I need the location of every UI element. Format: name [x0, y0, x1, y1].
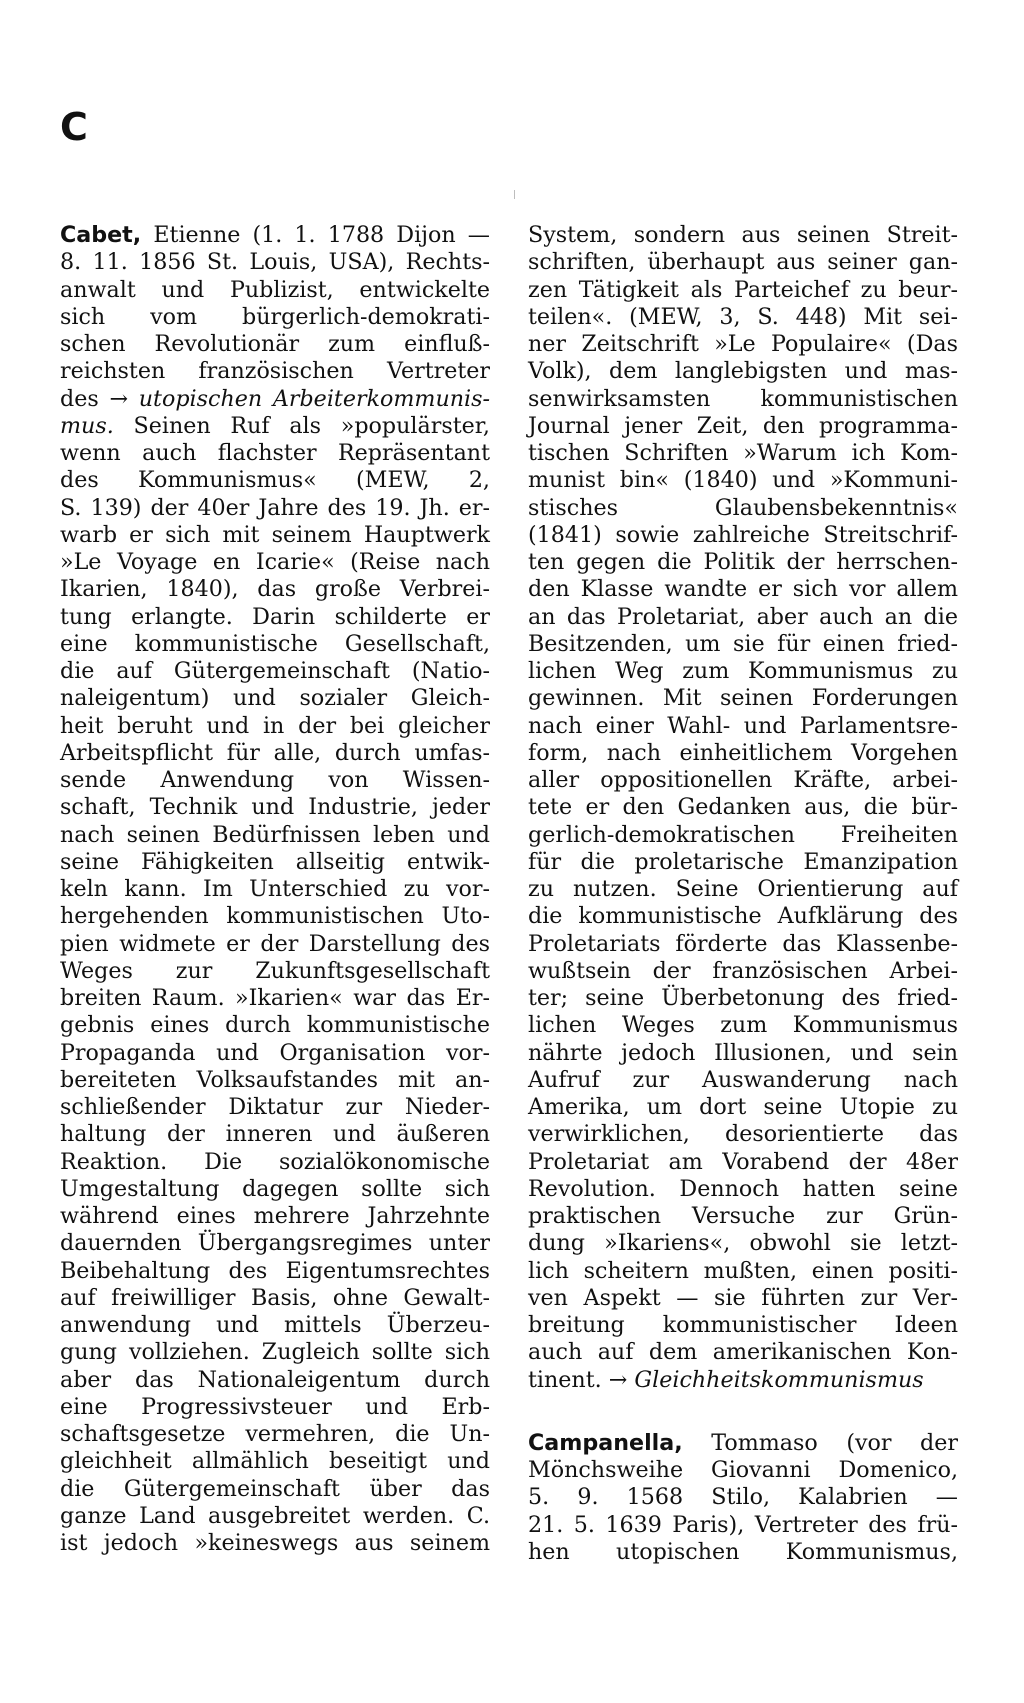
entry-text: Etienne (1. 1. 1788 Dijon — [153, 222, 490, 248]
text-line: nach seinen Bedürfnissen leben und [60, 821, 490, 848]
text-line: ten gegen die Politik der herrschen- [528, 549, 958, 575]
text-line: teilen«. (MEW, 3, S. 448) Mit sei- [528, 303, 958, 330]
text-line: gerlich-demokratischen Freiheiten [528, 821, 958, 848]
text-line: gung vollziehen. Zugleich sollte sich [60, 1339, 490, 1366]
text-line: Beibehaltung des Eigentumsrechtes [60, 1257, 490, 1284]
text-line: auch auf dem amerikanischen Kon- [528, 1339, 958, 1366]
text-line: ven Aspekt — sie führten zur Ver- [528, 1284, 958, 1311]
text-line: pien widmete er der Darstellung des [60, 930, 490, 957]
line-prefix: tinent. [528, 1366, 602, 1393]
text-line: senwirksamsten kommunistischen [528, 385, 958, 412]
text-line: ter; seine Überbetonung des fried- [528, 985, 958, 1011]
text-line: Revolution. Dennoch hatten seine [528, 1175, 958, 1202]
text-line: die kommunistische Aufklärung des [528, 903, 958, 930]
text-line: tung erlangte. Darin schilderte er [60, 603, 490, 630]
text-line: »Le Voyage en Icarie« (Reise nach [60, 549, 490, 575]
text-line: lich scheitern mußten, einen positi- [528, 1257, 958, 1284]
text-line: naleigentum) und sozialer Gleich- [60, 685, 490, 712]
entry-separator [528, 1394, 958, 1430]
text-line: an das Proletariat, aber auch an die [528, 603, 958, 630]
text-line: aller oppositionellen Kräfte, arbei- [528, 767, 958, 793]
text-line: schriften, überhaupt aus seiner gan- [528, 249, 958, 276]
text-line: tete er den Gedanken aus, die bür- [528, 794, 958, 821]
text-line: anwendung und mittels Überzeu- [60, 1312, 490, 1338]
text-line: Proletariats förderte das Klassenbe- [528, 930, 958, 957]
text-line: verwirklichen, desorientierte das [528, 1121, 958, 1148]
text-line: Besitzenden, um sie für einen fried- [528, 630, 958, 657]
text-line: (1841) sowie zahlreiche Streitschrif- [528, 521, 958, 548]
text-line: hen utopischen Kommunismus, [528, 1538, 958, 1565]
text-line: eine kommunistische Gesellschaft, [60, 630, 490, 657]
text-line: Ikarien, 1840), das große Verbrei- [60, 576, 490, 603]
text-line: wenn auch flachster Repräsentant [60, 440, 490, 466]
text-line: wußtsein der französischen Arbei- [528, 957, 958, 984]
text-line: form, nach einheitlichem Vorgehen [528, 739, 958, 766]
text-line: munist bin« (1840) und »Kommuni- [528, 467, 958, 494]
text-line: lichen Weg zum Kommunismus zu [528, 658, 958, 684]
text-line: System, sondern aus seinen Streit- [528, 222, 958, 248]
text-line: Aufruf zur Auswanderung nach [528, 1066, 958, 1093]
text-line: bereiteten Volksaufstandes mit an- [60, 1066, 490, 1093]
right-column [528, 222, 958, 1566]
text-line: sende Anwendung von Wissen- [60, 767, 490, 793]
text-line: für die proletarische Emanzipation [528, 848, 958, 875]
text-line: schaftsgesetze vermehren, die Un- [60, 1421, 490, 1447]
text-line: schen Revolutionär zum einfluß- [60, 331, 490, 357]
entry-headword: Campanella, [528, 1429, 683, 1456]
text-line: hergehenden kommunistischen Uto- [60, 903, 490, 930]
text-line: Weges zur Zukunftsgesellschaft [60, 957, 490, 984]
text-line: auf freiwilliger Basis, ohne Gewalt- [60, 1284, 490, 1311]
text-line: Mönchsweihe Giovanni Domenico, [528, 1457, 958, 1483]
text-line: reichsten französischen Vertreter [60, 358, 490, 385]
text-line: Propaganda und Organisation vor- [60, 1039, 490, 1066]
text-line: Volk), dem langlebigsten und mas- [528, 358, 958, 385]
entry-text: Seinen Ruf als »populärster, [133, 412, 490, 439]
text-line: schließender Diktatur zur Nieder- [60, 1094, 490, 1120]
text-line: S. 139) der 40er Jahre des 19. Jh. er- [60, 494, 490, 521]
text-line: zu nutzen. Seine Orientierung auf [528, 876, 958, 902]
cross-reference-arrow-icon: → [109, 385, 129, 412]
text-line: keln kann. Im Unterschied zu vor- [60, 876, 490, 902]
text-line: während eines mehrere Jahrzehnte [60, 1203, 490, 1229]
text-line: die auf Gütergemeinschaft (Natio- [60, 658, 490, 684]
cross-reference-arrow-icon: → [608, 1366, 628, 1393]
text-line: haltung der inneren und äußeren [60, 1121, 490, 1148]
text-line: gleichheit allmählich beseitigt und [60, 1448, 490, 1475]
text-line: praktischen Versuche zur Grün- [528, 1203, 958, 1229]
text-line: sich vom bürgerlich-demokrati- [60, 303, 490, 330]
text-line: dauernden Übergangsregimes unter [60, 1230, 490, 1257]
text-line: nach einer Wahl- und Parlamentsre- [528, 712, 958, 739]
text-line: die Gütergemeinschaft über das [60, 1475, 490, 1502]
entry-text: Tommaso (vor der [711, 1429, 958, 1456]
text-line: warb er sich mit seinem Hauptwerk [60, 521, 490, 548]
text-line [528, 1430, 958, 1457]
text-line: seine Fähigkeiten allseitig entwik- [60, 848, 490, 875]
text-line: Arbeitspflicht für alle, durch umfas- [60, 739, 490, 766]
text-line: dung »Ikariens«, obwohl sie letzt- [528, 1230, 958, 1257]
text-line: 21. 5. 1639 Paris), Vertreter des frü- [528, 1511, 958, 1538]
text-line [60, 413, 490, 440]
text-line: breitung kommunistischer Ideen [528, 1312, 958, 1338]
text-line [528, 1367, 958, 1394]
text-line: lichen Weges zum Kommunismus [528, 1012, 958, 1039]
text-line: den Klasse wandte er sich vor allem [528, 576, 958, 603]
cross-reference: utopischen Arbeiterkommunis- [138, 385, 491, 412]
text-line: Proletariat am Vorabend der 48er [528, 1148, 958, 1175]
text-line: 8. 11. 1856 St. Louis, USA), Rechts- [60, 249, 490, 276]
cross-reference: mus. [60, 412, 114, 439]
text-line: Amerika, um dort seine Utopie zu [528, 1094, 958, 1120]
left-column [60, 222, 490, 1557]
text-line: ganze Land ausgebreitet werden. C. [60, 1502, 490, 1529]
text-line: schaft, Technik und Industrie, jeder [60, 794, 490, 821]
line-prefix: des [60, 385, 99, 412]
entry-headword: Cabet, [60, 222, 142, 248]
text-line: ner Zeitschrift »Le Populaire« (Das [528, 331, 958, 357]
text-line [60, 222, 490, 249]
cross-reference: Gleichheitskommunismus [634, 1366, 924, 1393]
text-line: eine Progressivsteuer und Erb- [60, 1393, 490, 1420]
text-line: gebnis eines durch kommunistische [60, 1012, 490, 1039]
text-line: breiten Raum. »Ikarien« war das Er- [60, 985, 490, 1011]
text-line: Umgestaltung dagegen sollte sich [60, 1175, 490, 1202]
text-line: aber das Nationaleigentum durch [60, 1366, 490, 1393]
text-line: heit beruht und in der bei gleicher [60, 712, 490, 739]
text-line: 5. 9. 1568 Stilo, Kalabrien — [528, 1484, 958, 1511]
text-line [60, 386, 490, 413]
text-line: Journal jener Zeit, den programma- [528, 412, 958, 439]
section-letter: C [60, 105, 88, 149]
gutter-mark [514, 190, 515, 199]
text-line: ist jedoch »keineswegs aus seinem [60, 1530, 490, 1556]
text-line: anwalt und Publizist, entwickelte [60, 276, 490, 303]
text-line: tischen Schriften »Warum ich Kom- [528, 440, 958, 466]
text-line: des Kommunismus« (MEW, 2, [60, 467, 490, 494]
text-line: nährte jedoch Illusionen, und sein [528, 1039, 958, 1066]
text-line: Reaktion. Die sozialökonomische [60, 1148, 490, 1175]
text-line: stisches Glaubensbekenntnis« [528, 494, 958, 521]
text-line: zen Tätigkeit als Parteichef zu beur- [528, 276, 958, 303]
text-line: gewinnen. Mit seinen Forderungen [528, 685, 958, 712]
